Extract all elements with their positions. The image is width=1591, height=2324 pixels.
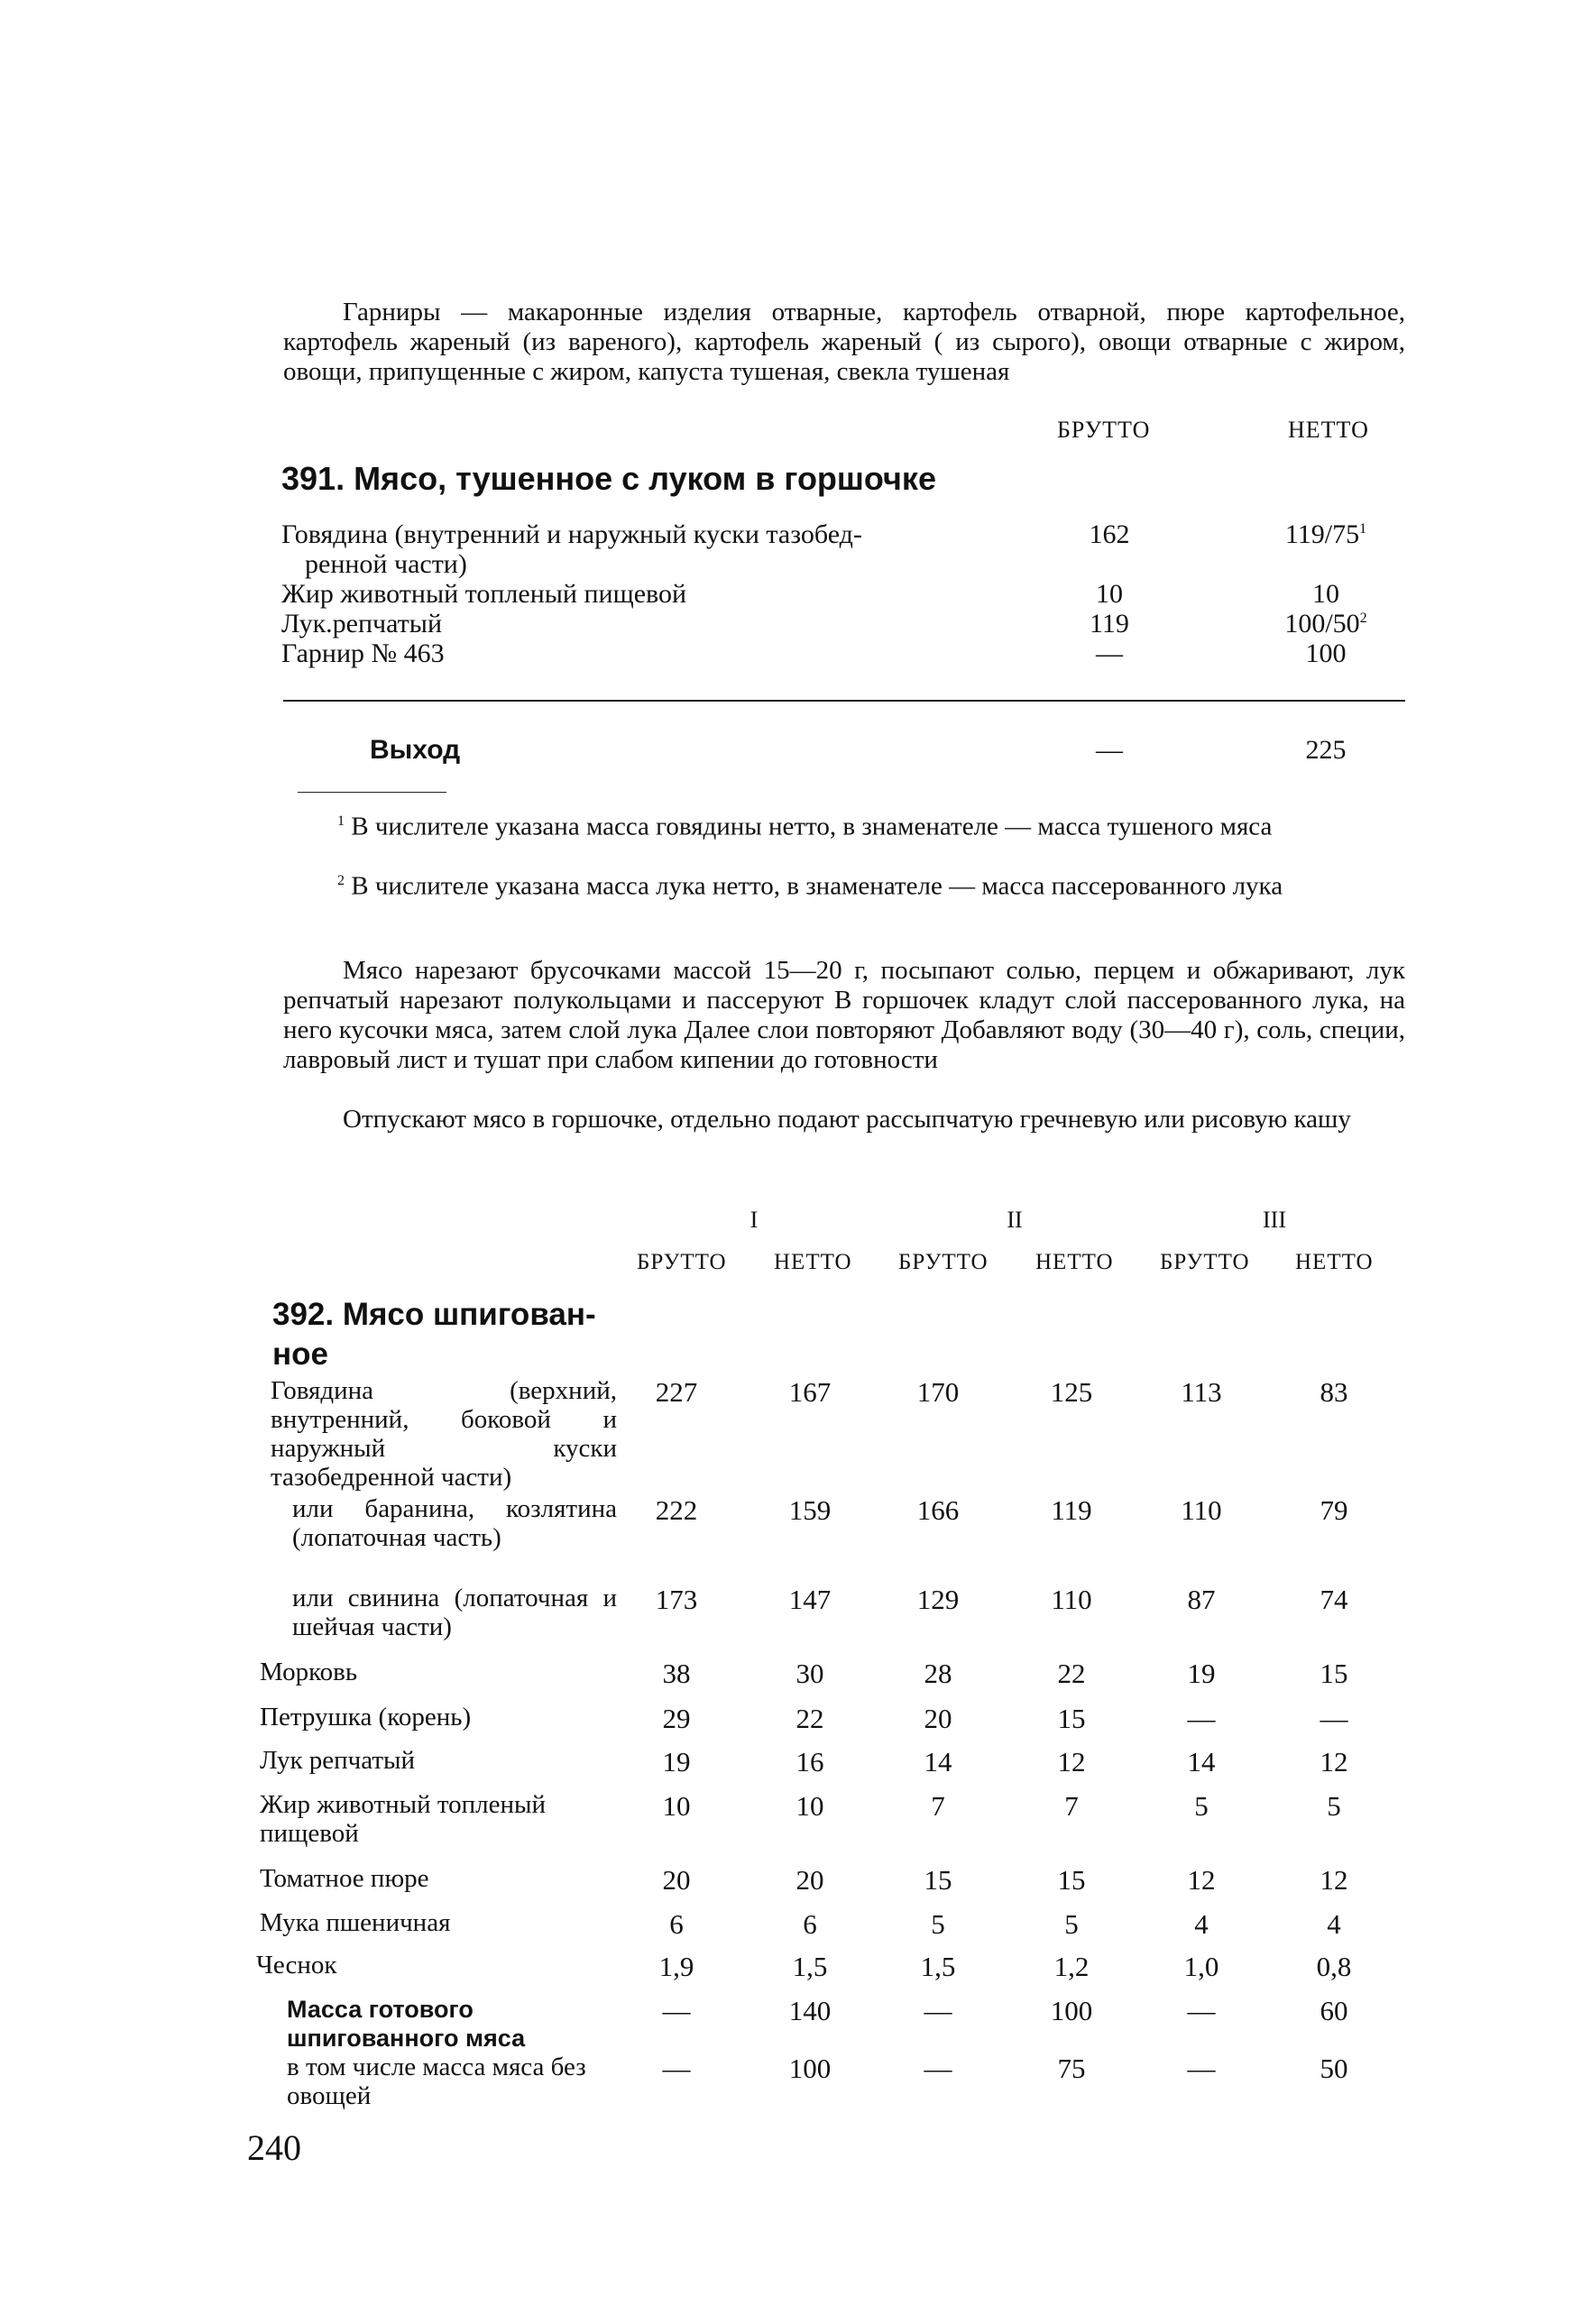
table-cell: 100 [1050, 1995, 1093, 2026]
table-cell: — [662, 2053, 691, 2084]
table-cell: 12 [1320, 1746, 1348, 1777]
col-brutto-header: БРУТТО [1057, 417, 1151, 443]
ingredient-name: или свинина (лопаточная и шейчая части) [292, 1584, 617, 1641]
col-header: БРУТТО [898, 1250, 989, 1274]
brutto-value: — [1096, 638, 1123, 668]
table-cell: — [1187, 2053, 1216, 2084]
ingredient-name: Жир животный топленый пищевой [281, 579, 687, 609]
netto-value: $100/50^2$ [1284, 609, 1367, 638]
table-cell: 110 [1051, 1584, 1092, 1615]
ingredient-name: или баранина, козлятина (лопаточная часть) [292, 1494, 617, 1552]
table-cell: 38 [662, 1658, 691, 1689]
table-cell: 173 [655, 1584, 698, 1615]
table-cell: 1,5 [920, 1951, 956, 1982]
yield-label: Выход [370, 735, 461, 765]
group-header-iii: III [1263, 1207, 1286, 1233]
table-cell: 19 [662, 1746, 691, 1777]
table-cell: 15 [1057, 1864, 1086, 1896]
table-cell: 60 [1320, 1995, 1348, 2026]
table-cell: 129 [916, 1584, 960, 1615]
ingredient-name: Морковь [260, 1658, 358, 1686]
ingredient-name: Говядина (внутренний и наружный куски тазобед- ренной части) [281, 519, 862, 579]
table-cell: 12 [1057, 1746, 1086, 1777]
yield-brutto: — [1096, 735, 1123, 765]
col-header: НЕТТО [1035, 1250, 1114, 1274]
brutto-value: 162 [1089, 519, 1130, 549]
table-cell: 20 [796, 1864, 824, 1896]
netto-value: 10 [1312, 579, 1339, 609]
serving-paragraph: Отпускают мясо в горшочке, отдельно подают рассыпчатую гречневую или рисовую кашу [343, 1105, 1351, 1134]
method-paragraph: Мясо нарезают брусочками массой 15—20 г, посыпают солью, перцем и обжаривают, лук репчатый нарезают полукольцами и пассеруют В горшочек кладут слой пассерованного лука, на него кусочки мяса, затем слой лука Далее слои повторяют Добавляют воду (30—40 г), соль, специи, лавровый лист и тушат при слабом кипении до готовности [283, 956, 1405, 1074]
table-cell: 22 [1057, 1658, 1086, 1689]
table-cell: 20 [662, 1864, 691, 1896]
table-cell: 29 [662, 1703, 691, 1734]
table-cell: 140 [788, 1995, 832, 2026]
ingredient-name: Томатное пюре [260, 1864, 429, 1893]
table-cell: 10 [662, 1790, 691, 1822]
ingredient-name: Петрушка (корень) [260, 1703, 472, 1732]
netto-value: $119/75^1$ [1284, 519, 1367, 549]
col-header: НЕТТО [1295, 1250, 1374, 1274]
table-cell: 125 [1050, 1376, 1093, 1408]
table-cell: 30 [796, 1658, 824, 1689]
netto-value: 100 [1305, 638, 1347, 668]
table-cell: 75 [1057, 2053, 1086, 2084]
table-cell: 79 [1320, 1494, 1348, 1526]
table-cell: — [1187, 1703, 1216, 1734]
ingredient-name: Чеснок [256, 1951, 337, 1980]
table-cell: 167 [788, 1376, 832, 1408]
ingredient-name: Лук репчатый [260, 1746, 416, 1775]
table-cell: 14 [1187, 1746, 1216, 1777]
yield-netto: 225 [1305, 735, 1347, 765]
table-cell: — [1187, 1995, 1216, 2026]
table-cell: — [1320, 1703, 1348, 1734]
table-cell: 87 [1187, 1584, 1216, 1615]
col-header: БРУТТО [637, 1250, 727, 1274]
group-header-i: I [750, 1207, 759, 1233]
table-cell: 6 [669, 1908, 684, 1940]
table-cell: — [662, 1995, 691, 2026]
table-cell: 83 [1320, 1376, 1348, 1408]
table-cell: — [924, 2053, 952, 2084]
ingredient-name: Лук.репчатый [281, 609, 442, 638]
table-cell: 110 [1181, 1494, 1222, 1526]
table-cell: 14 [924, 1746, 952, 1777]
ingredient-name: Масса готового шпигованного мяса [287, 1996, 526, 2052]
brutto-value: 119 [1090, 609, 1129, 638]
table-cell: 28 [924, 1658, 952, 1689]
col-netto-header: НЕТТО [1288, 417, 1369, 443]
table-cell: 222 [655, 1494, 698, 1526]
recipe-392-title: 392. Мясо шпигован- ное [272, 1297, 596, 1372]
table-cell: 4 [1194, 1908, 1209, 1940]
table-cell: 166 [916, 1494, 960, 1526]
table-divider [283, 700, 1405, 702]
table-cell: 22 [796, 1703, 824, 1734]
table-cell: 50 [1320, 2053, 1348, 2084]
table-cell: 15 [1320, 1658, 1348, 1689]
table-cell: 227 [655, 1376, 698, 1408]
table-cell: 5 [1064, 1908, 1079, 1940]
table-cell: 147 [788, 1584, 832, 1615]
table-cell: 7 [1064, 1790, 1079, 1822]
table-cell: 1,2 [1053, 1951, 1090, 1982]
footnote-1: $^1$ В числителе указана масса говядины нетто, в знаменателе — масса тушеного мяса [337, 812, 1273, 841]
table-cell: 5 [931, 1908, 945, 1940]
table-cell: 15 [1057, 1703, 1086, 1734]
col-header: НЕТТО [774, 1250, 852, 1274]
table-cell: 16 [796, 1746, 824, 1777]
table-cell: 1,9 [658, 1951, 694, 1982]
table-cell: 1,5 [792, 1951, 828, 1982]
table-cell: 4 [1327, 1908, 1341, 1940]
garnish-paragraph: Гарниры — макаронные изделия отварные, картофель отварной, пюре картофельное, картофель жареный (из вареного), картофель жареный ( из сырого), овощи отварные с жиром, овощи, припущенные с жиром, капуста тушеная, свекла тушеная [283, 298, 1405, 386]
table-cell: 5 [1194, 1790, 1209, 1822]
recipe-391-title: 391. Мясо, тушенное с луком в горшочке [281, 460, 936, 497]
ingredient-name: Говядина (верхний, внутренний, боковой и наружный куски тазобедренной части) [271, 1376, 617, 1492]
ingredient-name: в том числе масса мяса без овощей [287, 2053, 586, 2110]
ingredient-name: Гарнир № 463 [281, 638, 445, 668]
table-cell: 159 [788, 1494, 832, 1526]
table-cell: 15 [924, 1864, 952, 1896]
table-cell: 0,8 [1316, 1951, 1352, 1982]
table-cell: 7 [931, 1790, 945, 1822]
table-cell: 5 [1327, 1790, 1341, 1822]
table-cell: — [924, 1995, 952, 2026]
footnote-2: $^2$ В числителе указана масса лука нетто, в знаменателе — масса пассерованного лука [337, 871, 1283, 901]
ingredient-name: Мука пшеничная [260, 1908, 451, 1937]
table-cell: 6 [803, 1908, 817, 1940]
brutto-value: 10 [1096, 579, 1123, 609]
table-cell: 10 [796, 1790, 824, 1822]
group-header-ii: II [1007, 1207, 1023, 1233]
page-number: 240 [247, 2127, 301, 2168]
table-cell: 74 [1320, 1584, 1348, 1615]
footnote-rule [298, 792, 446, 793]
table-cell: 12 [1187, 1864, 1216, 1896]
table-cell: 20 [924, 1703, 952, 1734]
table-cell: 12 [1320, 1864, 1348, 1896]
table-cell: 170 [916, 1376, 960, 1408]
table-cell: 119 [1051, 1494, 1092, 1526]
table-cell: 113 [1181, 1376, 1222, 1408]
ingredient-name: Жир животный топленый пищевой [260, 1790, 547, 1848]
table-cell: 100 [788, 2053, 832, 2084]
table-cell: 19 [1187, 1658, 1216, 1689]
table-cell: 1,0 [1183, 1951, 1219, 1982]
col-header: БРУТТО [1160, 1250, 1250, 1274]
